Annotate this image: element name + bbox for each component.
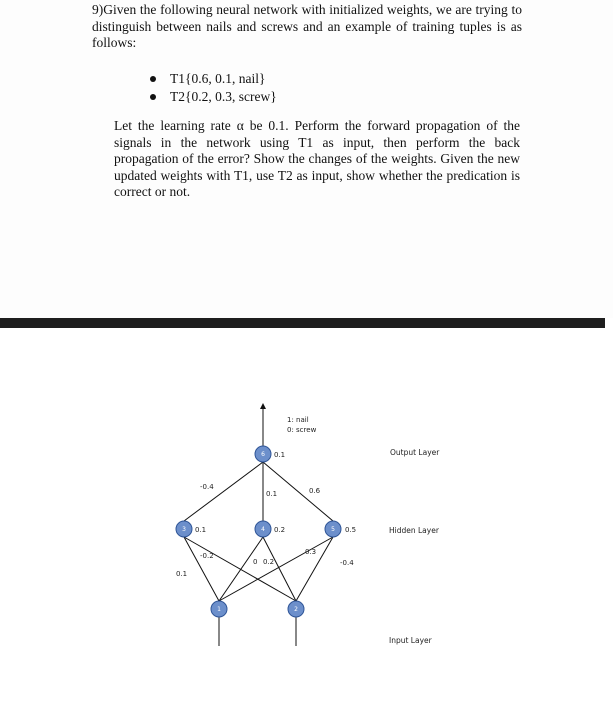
weight-2-3: -0.2 [200,552,214,560]
weight-2-4: 0.2 [263,558,275,566]
weight-2-5: -0.4 [340,559,354,567]
node-4-label: 4 [261,526,265,533]
instruction-text: Let the learning rate α be 0.1. Perform the forward propagation of the signals in the network using T1 as input, then perform the back propagation of the error? Show the changes of the weights. Given the new updated weights with T1, use T2 as input, show whether the predication is correct or not. [114,118,520,199]
weight-1-3: 0.1 [176,570,188,578]
weight-4-6: 0.1 [266,490,278,498]
weight-3-6: -0.4 [200,483,214,491]
weight-1-4: 0 [253,558,258,566]
node-5 [325,521,341,537]
network-svg [0,328,613,700]
edge-2-5 [296,537,333,601]
legend-nail: 1: nail [287,416,309,424]
node-5-label: 5 [331,526,335,533]
weight-5-6: 0.6 [309,487,321,495]
edge-1-5 [219,537,333,601]
legend-screw: 0: screw [287,426,317,434]
node-2 [288,601,304,617]
edge-1-4 [219,537,263,601]
tuple-t1: T1{0.6, 0.1, nail} [150,70,277,88]
section-divider [0,318,613,328]
bias-node-4: 0.2 [274,526,286,534]
edge-3-6 [184,462,263,521]
question-panel [0,0,613,318]
node-1-label: 1 [217,606,221,613]
node-1 [211,601,227,617]
weight-1-5: 0.3 [305,548,317,556]
output-layer-label: Output Layer [390,448,440,457]
bias-node-3: 0.1 [195,526,207,534]
node-3-label: 3 [182,526,186,533]
network-diagram [0,328,613,700]
bias-node-5: 0.5 [345,526,357,534]
tuple-t2: T2{0.2, 0.3, screw} [150,88,277,106]
hidden-layer-label: Hidden Layer [389,526,439,535]
node-6 [255,446,271,462]
node-3 [176,521,192,537]
node-4 [255,521,271,537]
input-layer-label: Input Layer [389,636,432,645]
node-6-label: 6 [261,451,265,458]
training-tuples-list [150,70,277,106]
question-text: 9)Given the following neural network with initialized weights, we are trying to distinguish between nails and screws and an example of training tuples is as follows: [92,2,522,50]
bias-node-6: 0.1 [274,451,286,459]
node-2-label: 2 [294,606,298,613]
